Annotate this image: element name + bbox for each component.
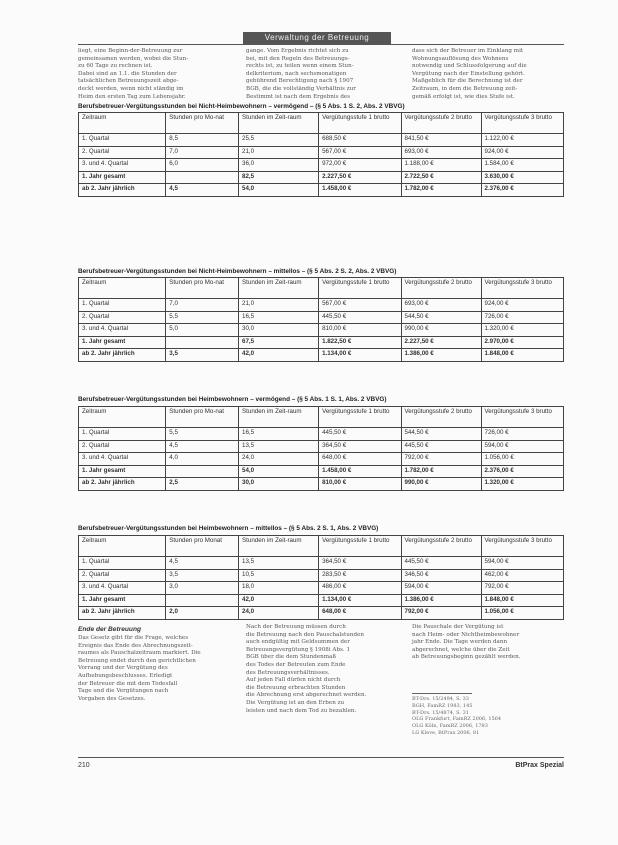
- table-cell: 972,00 €: [319, 159, 401, 172]
- table-cell: 1. Quartal: [79, 299, 166, 312]
- table-nonresident-indigent: [78, 277, 564, 362]
- table-cell: 1.782,00 €: [401, 465, 481, 478]
- text-line: Betreuungsvergütung § 1908i Abs. 1: [246, 646, 351, 653]
- text-line: Vergütung nach der Einstellung gehört.: [412, 70, 525, 77]
- table-cell: 364,50 €: [319, 557, 401, 570]
- table-cell: 1.458,00 €: [319, 184, 401, 197]
- table-cell: 594,00 €: [401, 582, 481, 595]
- column-header: Vergütungsstufe 1 brutto: [319, 407, 401, 428]
- table-row: [79, 478, 564, 491]
- table-cell: 1.122,00 €: [481, 134, 563, 147]
- table-cell: 1. Quartal: [79, 428, 166, 441]
- table-cell: 445,50 €: [319, 311, 401, 324]
- table-cell: 364,50 €: [319, 440, 401, 453]
- table-cell: [166, 336, 239, 349]
- table-cell: 1. Jahr gesamt: [79, 171, 166, 184]
- section-header: Verwaltung der Betreuung: [243, 32, 391, 44]
- table-row: [79, 324, 564, 337]
- text-line: ab Betreuungsbeginn gezählt werden.: [412, 654, 521, 661]
- table-row: [79, 159, 564, 172]
- text-line: bei, mit den Regeln des Betreuungs-: [246, 55, 350, 62]
- table-cell: 1.188,00 €: [401, 159, 481, 172]
- table-cell: 2.970,00 €: [481, 336, 563, 349]
- table-title: Berufsbetreuer-Vergütungsstunden bei Nicht-Heimbewohnern – mittellos – (§ 5 Abs. 2 S. 2, Abs. 2 VBVG): [78, 268, 397, 275]
- table-cell: ab 2. Jahr jährlich: [79, 478, 166, 491]
- text-line: Vorgaben des Gesetzes.: [78, 695, 146, 702]
- text-line: gange. Vom Ergebnis richtet sich zu: [246, 48, 349, 54]
- table-cell: 6,0: [166, 159, 239, 172]
- text-line: nach Heim- oder Nichtheimbewohner: [412, 631, 520, 638]
- table-cell: 693,00 €: [401, 299, 481, 312]
- table-cell: 4,5: [166, 184, 239, 197]
- page-number: 210: [78, 762, 90, 769]
- text-line: deckt werden, wenn nicht ständig im: [78, 85, 184, 92]
- table-cell: 2. Quartal: [79, 311, 166, 324]
- column-header: Vergütungsstufe 3 brutto: [481, 407, 563, 428]
- table-cell: 594,00 €: [481, 440, 563, 453]
- text-line: die Betreuung nach den Pauschalstunden: [246, 631, 364, 638]
- text-line: gemeinsamen werden, wobei die Stun-: [78, 55, 189, 62]
- intro-column-2: [246, 48, 396, 101]
- section-heading: Ende der Betreuung: [78, 626, 142, 633]
- text-line: Das Gesetz gibt für die Frage, welches: [78, 635, 189, 641]
- table-row: [79, 607, 564, 620]
- table-cell: 82,5: [239, 171, 319, 184]
- table-cell: 1.458,00 €: [319, 465, 401, 478]
- table-cell: [166, 171, 239, 184]
- table-cell: 2.376,00 €: [481, 465, 563, 478]
- table-cell: [166, 594, 239, 607]
- table-cell: 486,00 €: [319, 582, 401, 595]
- footnote: OLG Frankfurt, FamRZ 2006, 1564: [412, 716, 502, 723]
- bottom-column-1: [78, 635, 228, 703]
- column-header: Vergütungsstufe 2 brutto: [401, 536, 481, 557]
- text-line: der Betreuer die mit dem Todesfall: [78, 680, 178, 687]
- table-cell: 810,00 €: [319, 478, 401, 491]
- table-cell: 445,50 €: [401, 440, 481, 453]
- table-cell: 688,50 €: [319, 134, 401, 147]
- text-line: Vorrang und der Vergütung des: [78, 665, 168, 672]
- table-cell: 2. Quartal: [79, 146, 166, 159]
- column-header: Vergütungsstufe 1 brutto: [319, 536, 401, 557]
- table-cell: 3. und 4. Quartal: [79, 324, 166, 337]
- column-header: Vergütungsstufe 1 brutto: [319, 278, 401, 299]
- table-cell: ab 2. Jahr jährlich: [79, 349, 166, 362]
- table-cell: 2,5: [166, 478, 239, 491]
- table-cell: ab 2. Jahr jährlich: [79, 607, 166, 620]
- table-cell: 924,00 €: [481, 299, 563, 312]
- table-cell: 693,00 €: [401, 146, 481, 159]
- text-line: Nach der Betreuung müssen durch: [246, 624, 346, 630]
- footer-rule: [78, 757, 564, 758]
- table-cell: 42,0: [239, 594, 319, 607]
- column-header: Stunden pro Mo-nat: [166, 278, 239, 299]
- text-line: rechts ist, zu teilen wenn einem Stun-: [246, 63, 354, 70]
- column-header: Stunden im Zeit-raum: [239, 278, 319, 299]
- column-header: Zeitraum: [79, 278, 166, 299]
- column-header: Stunden im Zeit-raum: [239, 407, 319, 428]
- text-line: Dabei sind an 1.1. die Stunden der: [78, 70, 177, 77]
- text-line: die Abrechnung erst abgerechnet werden.: [246, 692, 367, 699]
- text-line: liegt, eine Beginn-der-Betreuung zur: [78, 48, 183, 54]
- footnote: LG Kleve, BtPrax 2006, 81: [412, 729, 480, 736]
- table-cell: 3.630,00 €: [481, 171, 563, 184]
- column-header: Stunden pro Mo-nat: [166, 113, 239, 134]
- table-cell: 445,50 €: [401, 557, 481, 570]
- table-resident-wealthy: [78, 406, 564, 491]
- table-row: [79, 594, 564, 607]
- footnotes: [412, 696, 501, 737]
- table-nonresident-wealthy: [78, 112, 564, 197]
- table-cell: 2. Quartal: [79, 440, 166, 453]
- table-row: [79, 569, 564, 582]
- table-cell: 1.782,00 €: [401, 184, 481, 197]
- table-title: Berufsbetreuer-Vergütungsstunden bei Heimbewohnern – mittellos – (§ 5 Abs. 2 S. 1, Abs. 2 VBVG): [78, 525, 379, 532]
- table-cell: 4,5: [166, 557, 239, 570]
- text-line: notwendig und Schlussfolgerung auf die: [412, 63, 527, 70]
- table-cell: 1.056,00 €: [481, 607, 563, 620]
- column-header: Vergütungsstufe 3 brutto: [481, 536, 563, 557]
- text-line: Zeitraum, in dem die Betreuung zeit-: [412, 85, 518, 92]
- text-line: zu 60 Tage zu rechnen ist.: [78, 63, 153, 70]
- text-line: raumes als Pauschalzeitraum markiert. Die: [78, 650, 201, 657]
- text-line: Maßgeblich für die Berechnung ist der: [412, 78, 523, 85]
- table-cell: 792,00 €: [481, 582, 563, 595]
- intro-column-1: [78, 48, 228, 101]
- table-cell: 16,5: [239, 311, 319, 324]
- column-header: Stunden pro Mo-nat: [166, 407, 239, 428]
- table-title: Berufsbetreuer-Vergütungsstunden bei Heimbewohnern – vermögend – (§ 5 Abs. 1 S. 1, Abs. 2 VBVG): [78, 396, 387, 403]
- table-cell: 7,0: [166, 146, 239, 159]
- column-header: Stunden im Zeit-raum: [239, 536, 319, 557]
- table-cell: [166, 465, 239, 478]
- text-line: BGB über die dem Stundenmaß: [246, 654, 337, 661]
- table-cell: 2.227,50 €: [319, 171, 401, 184]
- text-line: Bestimmt ist nach dem Ergebnis des: [246, 93, 351, 100]
- table-cell: 8,5: [166, 134, 239, 147]
- table-row: [79, 146, 564, 159]
- table-cell: 567,00 €: [319, 299, 401, 312]
- column-header: Zeitraum: [79, 536, 166, 557]
- table-row: [79, 557, 564, 570]
- table-cell: 1.134,00 €: [319, 349, 401, 362]
- text-line: dass sich der Betreuer im Einklang mit: [412, 48, 524, 54]
- table-row: [79, 349, 564, 362]
- table-cell: 1. Quartal: [79, 134, 166, 147]
- table-cell: 24,0: [239, 607, 319, 620]
- table-cell: 24,0: [239, 453, 319, 466]
- text-line: Ereignis das Ende des Abrechnungszeit-: [78, 642, 193, 649]
- table-cell: ab 2. Jahr jährlich: [79, 184, 166, 197]
- column-header: Zeitraum: [79, 113, 166, 134]
- table-cell: 810,00 €: [319, 324, 401, 337]
- table-cell: 2.227,50 €: [401, 336, 481, 349]
- footnote: BT-Drs. 15/4874, S. 31: [412, 709, 469, 716]
- column-header: Vergütungsstufe 3 brutto: [481, 113, 563, 134]
- text-line: Heim den ersten Tag zum Lebensjahr.: [78, 93, 186, 100]
- text-line: Wohnungsauflösung des Wohnens: [412, 55, 509, 62]
- table-resident-indigent: [78, 535, 564, 620]
- column-header: Stunden pro Monat: [166, 536, 239, 557]
- text-line: die Betreuung erbrachten Stunden: [246, 684, 346, 691]
- table-cell: 841,50 €: [401, 134, 481, 147]
- table-cell: 1. Jahr gesamt: [79, 465, 166, 478]
- publication-name: BtPrax Spezial: [515, 762, 564, 769]
- table-cell: 25,5: [239, 134, 319, 147]
- table-cell: 1.584,00 €: [481, 159, 563, 172]
- table-cell: 36,0: [239, 159, 319, 172]
- text-line: jahr Ende. Die Tage werden dann: [412, 639, 508, 646]
- intro-column-3: [412, 48, 564, 101]
- table-cell: 462,00 €: [481, 569, 563, 582]
- table-cell: 2,0: [166, 607, 239, 620]
- text-line: abgerechnet, welche über die Zeit: [412, 646, 510, 653]
- table-cell: 283,50 €: [319, 569, 401, 582]
- text-line: delkriterium, nach sechsmonatigen: [246, 70, 347, 77]
- table-cell: 42,0: [239, 349, 319, 362]
- table-row: [79, 134, 564, 147]
- table-cell: 21,0: [239, 146, 319, 159]
- table-cell: 3. und 4. Quartal: [79, 159, 166, 172]
- text-line: leisten und nach dem Tod zu bezahlen.: [246, 707, 357, 714]
- table-row: [79, 299, 564, 312]
- table-cell: 924,00 €: [481, 146, 563, 159]
- table-cell: 16,5: [239, 428, 319, 441]
- bottom-column-2: [246, 624, 396, 715]
- table-cell: 544,50 €: [401, 428, 481, 441]
- bottom-column-3: [412, 624, 564, 662]
- table-cell: 1.848,00 €: [481, 594, 563, 607]
- table-cell: 648,00 €: [319, 453, 401, 466]
- text-line: Die Vergütung ist an den Erben zu: [246, 699, 345, 706]
- column-header: Stunden im Zeit-raum: [239, 113, 319, 134]
- table-cell: 13,5: [239, 440, 319, 453]
- table-cell: 7,0: [166, 299, 239, 312]
- table-cell: 2.722,50 €: [401, 171, 481, 184]
- table-header-row: [79, 113, 564, 134]
- text-line: Tage und die Vergütungen nach: [78, 688, 169, 695]
- table-cell: 4,0: [166, 453, 239, 466]
- text-line: Betreuung endet durch den gerichtlichen: [78, 657, 196, 664]
- table-header-row: [79, 407, 564, 428]
- table-cell: 3,5: [166, 349, 239, 362]
- text-line: BGB, die die vollständig Verhältnis zur: [246, 85, 356, 92]
- table-cell: 1.134,00 €: [319, 594, 401, 607]
- column-header: Zeitraum: [79, 407, 166, 428]
- text-line: des Betreuungsverhältnisses.: [246, 669, 330, 676]
- table-cell: 30,0: [239, 478, 319, 491]
- table-cell: 3,5: [166, 569, 239, 582]
- table-cell: 13,5: [239, 557, 319, 570]
- table-row: [79, 465, 564, 478]
- table-cell: 3. und 4. Quartal: [79, 582, 166, 595]
- table-cell: 1.320,00 €: [481, 478, 563, 491]
- table-row: [79, 184, 564, 197]
- table-header-row: [79, 536, 564, 557]
- table-cell: 30,0: [239, 324, 319, 337]
- text-line: Die Pauschale der Vergütung ist: [412, 624, 504, 630]
- table-cell: 990,00 €: [401, 478, 481, 491]
- table-cell: 792,00 €: [401, 453, 481, 466]
- table-cell: 1.056,00 €: [481, 453, 563, 466]
- table-cell: 1.822,50 €: [319, 336, 401, 349]
- table-cell: 346,50 €: [401, 569, 481, 582]
- table-cell: 2.376,00 €: [481, 184, 563, 197]
- footnote: BGH, FamRZ 1983, 145: [412, 702, 473, 709]
- table-cell: 726,00 €: [481, 428, 563, 441]
- table-cell: 990,00 €: [401, 324, 481, 337]
- table-cell: 3. und 4. Quartal: [79, 453, 166, 466]
- table-cell: 567,00 €: [319, 146, 401, 159]
- table-cell: 1.386,00 €: [401, 349, 481, 362]
- table-cell: 445,50 €: [319, 428, 401, 441]
- table-cell: 594,00 €: [481, 557, 563, 570]
- table-cell: 4,5: [166, 440, 239, 453]
- table-cell: 726,00 €: [481, 311, 563, 324]
- text-line: tatsächlichen Betreuungszeit abge-: [78, 78, 179, 85]
- table-cell: 10,5: [239, 569, 319, 582]
- table-title: Berufsbetreuer-Vergütungsstunden bei Nicht-Heimbewohnern – vermögend – (§ 5 Abs. 1 S. 2, Abs. 2 VBVG): [78, 103, 405, 110]
- table-cell: 54,0: [239, 184, 319, 197]
- column-header: Vergütungsstufe 2 brutto: [401, 278, 481, 299]
- footnote-rule: [412, 693, 472, 694]
- table-cell: 1. Jahr gesamt: [79, 336, 166, 349]
- table-cell: 18,0: [239, 582, 319, 595]
- table-row: [79, 582, 564, 595]
- table-cell: 3,0: [166, 582, 239, 595]
- table-header-row: [79, 278, 564, 299]
- text-line: gebührend Berechtigung nach § 1907: [246, 78, 354, 85]
- text-line: des Todes der Betreuten zum Ende: [246, 661, 346, 668]
- footnote: BT-Drs. 15/2494, S. 33: [412, 696, 469, 702]
- footnote: OLG Köln, FamRZ 2006, 1783: [412, 723, 488, 730]
- table-cell: 21,0: [239, 299, 319, 312]
- table-cell: 54,0: [239, 465, 319, 478]
- text-line: Aufhebungsbeschlusses. Erledigt: [78, 672, 173, 679]
- table-cell: 792,00 €: [401, 607, 481, 620]
- header-rule: [78, 44, 564, 45]
- table-cell: 1.320,00 €: [481, 324, 563, 337]
- table-cell: 1. Jahr gesamt: [79, 594, 166, 607]
- text-line: gemäß erfolgt ist, wie dies Stufe ist.: [412, 93, 515, 100]
- text-line: auch endgültig mit Geldsummen der: [246, 639, 350, 646]
- table-cell: 5,5: [166, 428, 239, 441]
- column-header: Vergütungsstufe 2 brutto: [401, 407, 481, 428]
- table-row: [79, 440, 564, 453]
- table-cell: 1. Quartal: [79, 557, 166, 570]
- column-header: Vergütungsstufe 3 brutto: [481, 278, 563, 299]
- table-cell: 544,50 €: [401, 311, 481, 324]
- table-row: [79, 428, 564, 441]
- text-line: Auf jeden Fall dürfen nicht durch: [246, 677, 341, 684]
- table-cell: 1.386,00 €: [401, 594, 481, 607]
- table-row: [79, 311, 564, 324]
- table-cell: 5,5: [166, 311, 239, 324]
- table-cell: 67,5: [239, 336, 319, 349]
- table-cell: 648,00 €: [319, 607, 401, 620]
- column-header: Vergütungsstufe 2 brutto: [401, 113, 481, 134]
- table-row: [79, 171, 564, 184]
- table-row: [79, 453, 564, 466]
- table-row: [79, 336, 564, 349]
- column-header: Vergütungsstufe 1 brutto: [319, 113, 401, 134]
- table-cell: 2. Quartal: [79, 569, 166, 582]
- table-cell: 1.848,00 €: [481, 349, 563, 362]
- table-cell: 5,0: [166, 324, 239, 337]
